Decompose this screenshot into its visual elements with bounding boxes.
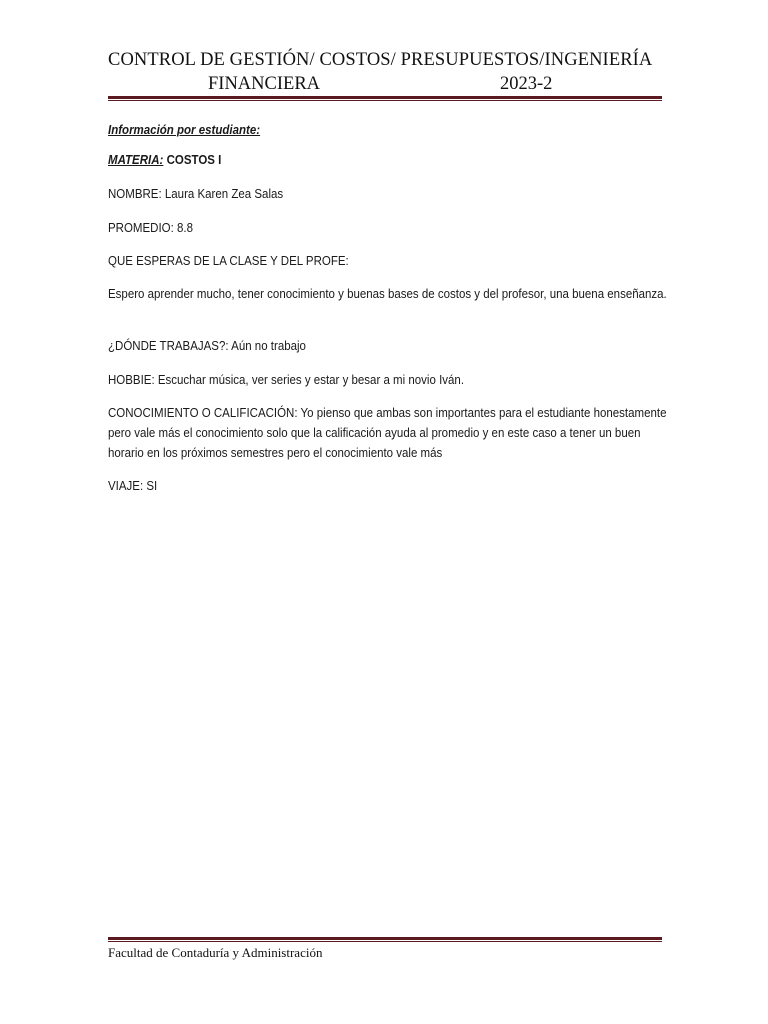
materia-value: COSTOS I	[166, 153, 222, 167]
field-conocimiento	[108, 403, 667, 463]
field-trabajo	[108, 336, 306, 356]
header-divider	[108, 96, 662, 101]
header-title-line1: CONTROL DE GESTIÓN/ COSTOS/ PRESUPUESTOS/INGENIERÍA	[108, 50, 653, 70]
materia-label: MATERIA:	[108, 153, 164, 167]
nombre-label: NOMBRE:	[108, 187, 162, 201]
nombre-value: Laura Karen Zea Salas	[164, 187, 284, 201]
field-expectativa-label: QUE ESPERAS DE LA CLASE Y DEL PROFE:	[108, 254, 349, 268]
header-title-line2	[108, 72, 660, 96]
field-promedio	[108, 218, 193, 238]
promedio-value: 8.8	[177, 221, 194, 235]
field-viaje	[108, 476, 157, 496]
viaje-label: VIAJE:	[108, 479, 144, 493]
conocimiento-label: CONOCIMIENTO O CALIFICACIÓN:	[108, 406, 298, 420]
field-materia	[108, 150, 221, 170]
header-term: 2023-2	[500, 74, 553, 94]
hobbie-value: Escuchar música, ver series y estar y besar a mi novio Iván.	[157, 373, 465, 387]
hobbie-label: HOBBIE:	[108, 373, 155, 387]
footer-divider	[108, 937, 662, 942]
trabajo-label: ¿DÓNDE TRABAJAS?:	[108, 339, 229, 353]
viaje-value: SI	[146, 479, 158, 493]
trabajo-value: Aún no trabajo	[231, 339, 306, 353]
field-nombre	[108, 184, 283, 204]
field-expectativa-value: Espero aprender mucho, tener conocimiento y buenas bases de costos y del profesor, una buena enseñanza.	[108, 287, 667, 301]
conocimiento-value: Yo pienso que ambas son importantes para el estudiante honestamente pero vale más el conocimiento solo que la calificación ayuda al promedio y en este caso a tener un buen horario en los próximos semestres pero el conocimiento vale más	[108, 406, 667, 460]
page-header	[108, 48, 660, 96]
header-financiera: FINANCIERA	[208, 74, 321, 94]
section-heading: Información por estudiante:	[108, 123, 261, 137]
page-footer: Facultad de Contaduría y Administración	[108, 945, 323, 960]
field-hobbie	[108, 370, 464, 390]
promedio-label: PROMEDIO:	[108, 221, 174, 235]
